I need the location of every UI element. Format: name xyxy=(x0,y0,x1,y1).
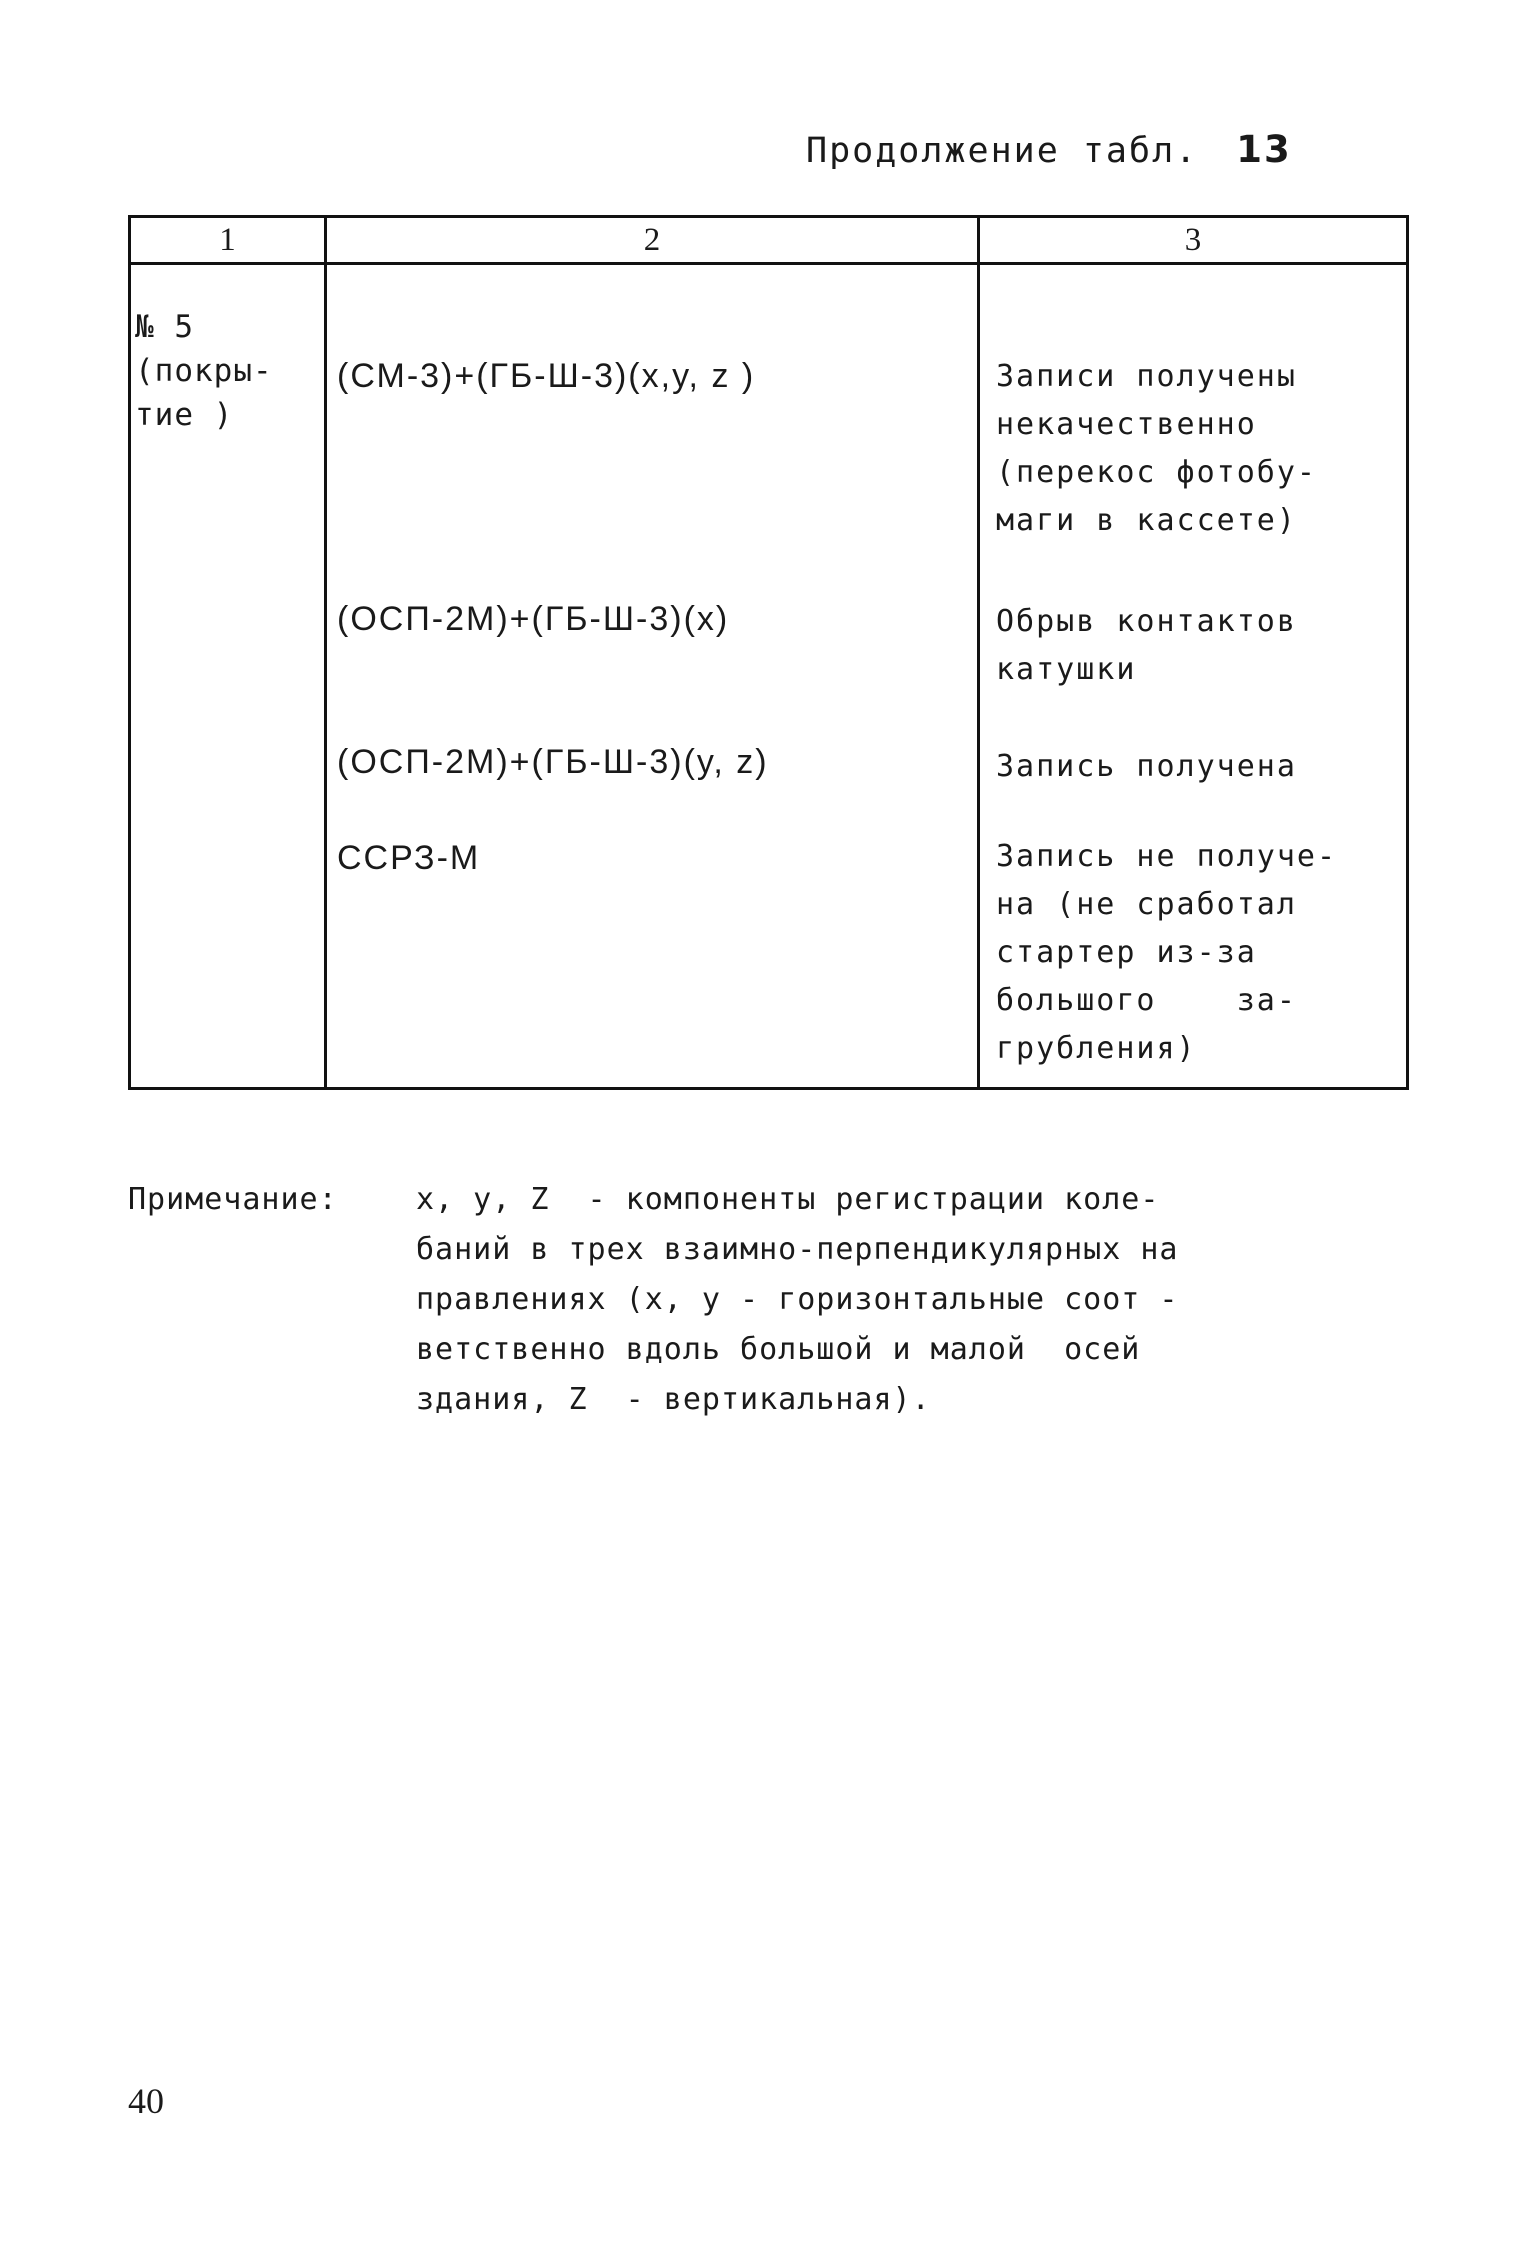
result-cell xyxy=(979,264,1408,1089)
config-entry-4: ССРЗ-М xyxy=(337,839,481,877)
table-note xyxy=(128,1175,1179,1417)
result-entry-3: Запись получена xyxy=(996,749,1297,784)
caption-text: Продолжение табл. xyxy=(806,131,1199,171)
config-entry-3: (ОСП-2М)+(ГБ-Ш-3)(y, z) xyxy=(337,743,769,781)
object-label: № 5 (покры- тие ) xyxy=(135,309,273,433)
note-label: Примечание: xyxy=(128,1182,338,1217)
column-header-3: 3 xyxy=(979,217,1408,264)
table-caption xyxy=(806,128,1292,171)
column-header-1: 1 xyxy=(130,217,326,264)
config-cell xyxy=(326,264,979,1089)
config-entry-1: (СМ-3)+(ГБ-Ш-3)(x,y, z ) xyxy=(337,357,756,395)
page-number: 40 xyxy=(128,2081,164,2121)
note-text: x, y, Z - компоненты регистрации коле- баний в трех взаимно-перпендикулярных на правлениях (x, y - горизонтальные соот - ветственно вдоль большой и малой осей здания, Z - вертикальная). xyxy=(416,1182,1179,1417)
table-row xyxy=(130,264,1408,1089)
result-entry-1: Записи получены некачественно (перекос фотобу- маги в кассете) xyxy=(996,359,1317,538)
object-cell xyxy=(130,264,326,1089)
result-entry-2: Обрыв контактов катушки xyxy=(996,604,1297,687)
table-number: 13 xyxy=(1236,128,1292,171)
table-header-row xyxy=(130,217,1408,264)
config-entry-2: (ОСП-2М)+(ГБ-Ш-3)(x) xyxy=(337,600,730,638)
column-header-2: 2 xyxy=(326,217,979,264)
data-table xyxy=(128,215,1409,1090)
result-entry-4: Запись не получе- на (не сработал стартер из-за большого за- грубления) xyxy=(996,839,1338,1066)
